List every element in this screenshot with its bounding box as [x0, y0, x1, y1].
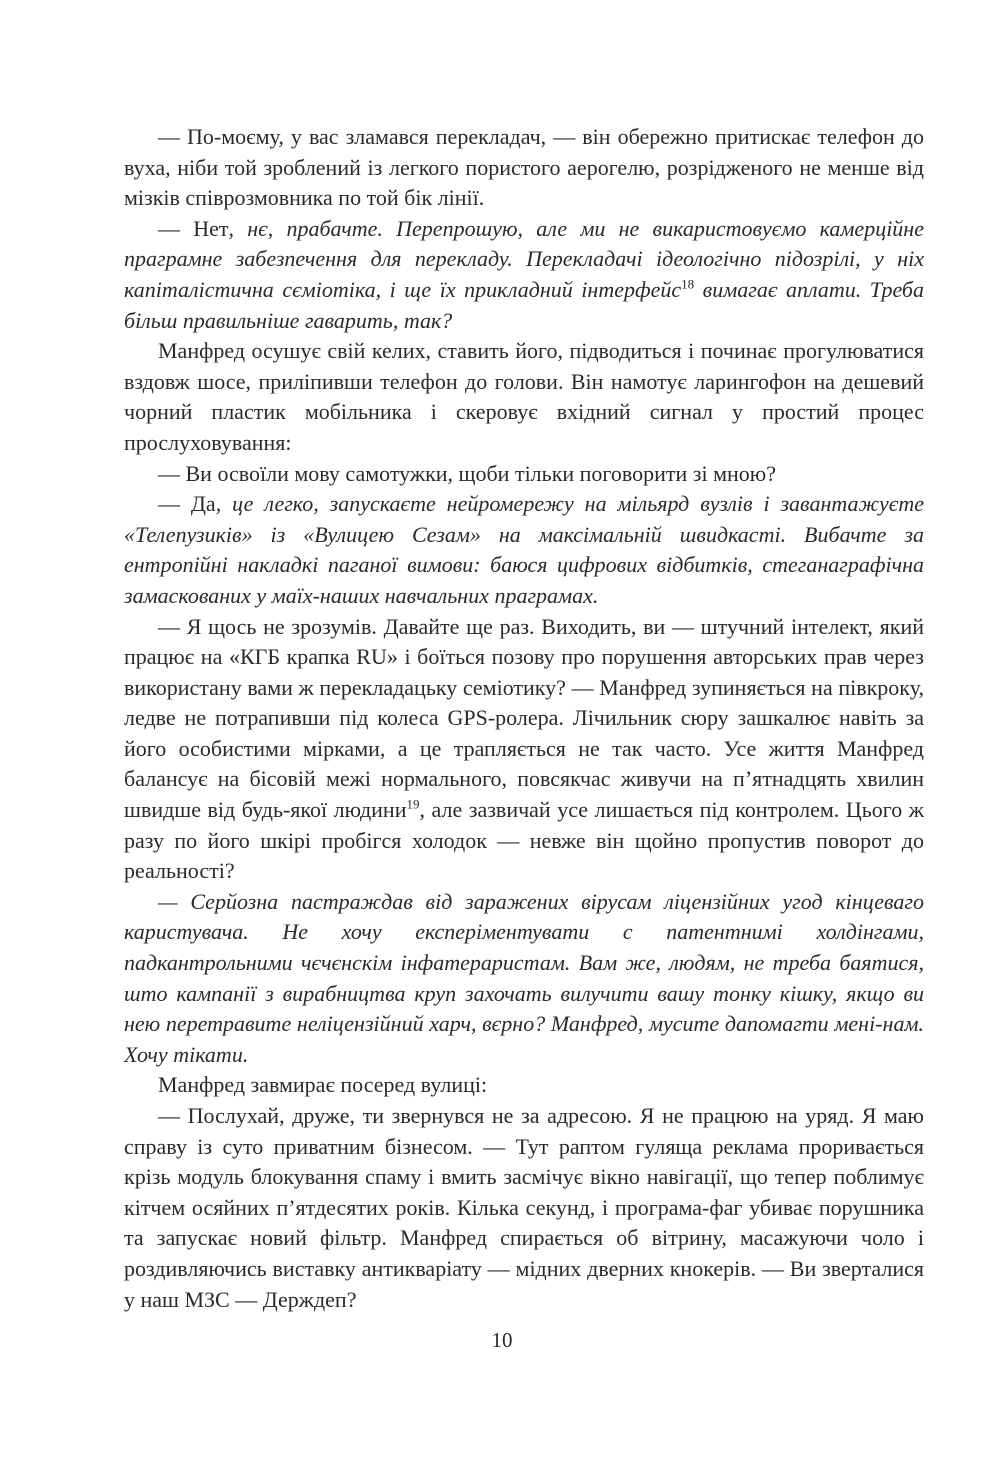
text-segment: — По-моєму, у вас зламався перекладач, — він обережно притискає телефон до вуха, ніби той зроблений із легкого пористого аерогелю, розрідженого не менше від мізків співрозмовника по той бік лінії. [124, 124, 924, 211]
paragraph [124, 887, 924, 1071]
text-segment: — Нет [158, 215, 229, 241]
text-segment: — Да [158, 491, 216, 517]
footnote-reference: 19 [406, 796, 420, 812]
paragraph [124, 459, 924, 490]
text-segment: — Послухай, друже, ти звернувся не за адресою. Я не працюю на уряд. Я маю справу із суто приватним бізнесом. — Тут раптом гуляща реклама проривається крізь модуль блокування спаму і вмить засмічує вікно навігації, що тепер поблимує кітчем осяйних п’ятдесятих років. Кілька секунд, і програма-фаг убиває порушника та запускає новий фільтр. Манфред спирається об вітрину, масажуючи чоло і роздивляючись виставку антикваріату — мідних дверних кнокерів. — Ви зверталися у наш МЗС — Держдеп? [124, 1103, 924, 1312]
paragraph [124, 612, 924, 887]
italic-speech: — Серйозна пастраждав від заражених вірусам ліцензійних угод кінцеваго каристувача. Не хочу експеріментувати с патентнимі холдінгами, падкантрольними чєчєнскім інфатераристам. Вам же, людям, не треба баятися, што кампанії з вирабництва круп захочать вилучити вашу тонку кішку, якщо ви нею перетравите неліцензійний харч, вєрно? Манфред, мусите дапомагти мені-нам. Хочу тікати. [124, 888, 924, 1067]
text-segment: — Ви освоїли мову самотужки, щоби тільки поговорити зі мною? [158, 460, 776, 486]
italic-speech: , це легко, запускаєте нейромережу на мільярд вузлів і завантажуєте «Телепузиків» із «Вулицею Сезам» на максімальній швидкасті. Вибачте за ентропійні накладкі паганої вимови: баюся цифрових відбитків, стеганаграфічна замаскованих у маїх-наших навчальних праграмах. [124, 491, 924, 608]
paragraph [124, 214, 924, 336]
page-number: 10 [491, 1328, 513, 1352]
paragraph [124, 1070, 924, 1101]
text-segment: Манфред завмирає посеред вулиці: [158, 1072, 488, 1098]
paragraph [124, 1101, 924, 1315]
paragraph [124, 336, 924, 458]
text-segment: — Я щось не зрозумів. Давайте ще раз. Виходить, ви — штучний інтелект, який працює на «КГБ крапка RU» і боїться позову про порушення авторських прав через використану вами ж перекладацьку семіотику? — Манфред зупиняється на півкроку, ледве не потрапивши під колеса GPS-ролера. Лічильник сюру зашкалює навіть за його особистими мірками, а це трапляється не так часто. Усе життя Манфред балансує на бісовій межі нормального, повсякчас живучи на п’ятнадцять хвилин швидше від будь-якої людини [124, 613, 924, 823]
text-segment: Манфред осушує свій келих, ставить його, підводиться і починає прогулюватися вздовж шосе, приліпивши телефон до голови. Він намотує ларингофон на дешевий чорний пластик мобільника і скеровує вхідний сигнал у простий процес прослуховування: [124, 338, 924, 455]
paragraph [124, 122, 924, 214]
italic-speech: , нє, прабачте. Перепрошую, але ми не викаристовуємо камерційне праграмне забезпечення для перекладу. Перекладачі ідеологічно підозрілі, у ніх капіталістична сєміотіка, і ще їх прикладний інтерфейс [124, 215, 924, 302]
paragraph [124, 489, 924, 611]
footnote-reference: 18 [681, 276, 695, 292]
italic-speech: вимагає аплати. Треба більш правильніше гаварить, так? [124, 276, 924, 333]
text-segment: , але зазвичай усе лишається під контролем. Цього ж разу по його шкірі пробігся холодок — невже він щойно пропустив поворот до реальності? [124, 797, 924, 884]
page-text [124, 122, 924, 1315]
